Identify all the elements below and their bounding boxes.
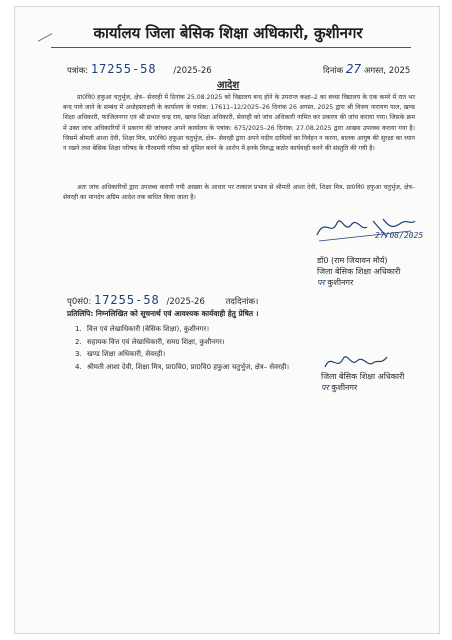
- letter-number-handwritten: 17255-58: [90, 62, 157, 76]
- signature-2-place: पर कुशीनगर: [321, 383, 358, 392]
- copy-reference: [67, 293, 258, 307]
- letter-date: [323, 62, 410, 76]
- order-heading: आदेश: [216, 80, 240, 91]
- letter-date-label: दिनांक: [323, 66, 344, 76]
- copy-reference-label: पृ0सं0:: [67, 297, 92, 307]
- copy-recipient-item: 3. खण्ड शिक्षा अधिकारी, सेवरही।: [75, 350, 166, 358]
- letter-number: [67, 62, 212, 76]
- signature-1-place-prefix: पर: [317, 278, 325, 287]
- copy-reference-suffix: /2025-26: [166, 297, 205, 307]
- copy-recipient-item: 4. श्रीमती आशा देवी, शिक्षा मित्र, प्रा0वि0, प्रा0वि0 हफुआ चतुर्भुज, क्षेत्र– सेवरही।: [75, 362, 290, 371]
- letter-date-handwritten: 27: [345, 62, 362, 76]
- copy-recipient-item: 1. वित्त एवं लेखाधिकारी (बेसिक शिक्षा), कुशीनगर।: [75, 325, 209, 333]
- order-paragraph-2: अतः जांच अधिकारियों द्वारा उपलब्ध करायी गयी आख्या के आधार पर तत्काल प्रभाव से श्रीमती आशा देवी, शिक्षा मित्र, प्रा0वि0 हफुआ चतुर्भुज, क्षेत्र– सेवरही का मानदेय अग्रिम आदेश तक बाधित किया जाता है।: [63, 184, 415, 202]
- order-paragraph-1: प्रा0वि0 हफुआ चतुर्भुज, क्षेत्र– सेवरही में दिनांक 25.08.2025 को विद्यालय बन्द होने के उपरान्त कक्षा–2 का बच्चा विद्यालय के एक कमरे में रात भर बन्द पाये जाने के सम्बंध में अधोहस्ताक्षरी के कार्यालय के पत्रांक: 17611–12/2025–26 दिनांक 26 अगस्त, 2025 द्वारा श्री विजय नारायण पाल, खण्ड शिक्षा अधिकारी, फाजिलनगर एवं श्री प्रभात चन्द्र राय, खण्ड शिक्षा अधिकारी, सेवरही को जांच अधिकारी नामित कर प्रकरण की जांच कराया गया। जिसके क्रम में उक्त जांच अधिकारियों ने प्रकरण की जांचकर अपने कार्यालय के पत्रांक: 675/2025–26 दिनांक: 27.08.2025 द्वारा आख्या उपलब्ध कराया गया है। जिसमें श्रीमती आशा देवी, शिक्षा मित्र, प्रा0वि0 हफुआ चतुर्भुज, क्षेत्र– सेवरही द्वारा अपने पदीय दायित्वों का निर्वहन न करना, बालक आयुष की सुरक्षा का ध्यान न रखने तथा बेसिक शिक्षा परिषद के गौरवमयी गरिमा को धूमिल करने के आरोप में इनके विरुद्ध कठोर कार्यवाही करने की संस्तुति की गयी है।: [63, 94, 415, 153]
- signature-1-place: पर कुशीनगर: [317, 278, 354, 287]
- signature-2-place-prefix: पर: [321, 383, 329, 392]
- signature-block-1: [317, 255, 437, 288]
- signature-1-date: 27/08/2025: [375, 231, 424, 240]
- copy-reference-handwritten: 17255-58: [93, 293, 160, 307]
- copy-intro: प्रतिलिपि: निम्नलिखित को सूचनार्थ एवं आवश्यक कार्यवाही हेतु प्रेषित ।: [67, 309, 259, 318]
- document-page: [14, 6, 440, 634]
- office-title: कार्यालय जिला बेसिक शिक्षा अधिकारी, कुशीनगर: [93, 24, 363, 42]
- signature-1-designation: जिला बेसिक शिक्षा अधिकारी: [317, 267, 401, 276]
- signature-1-name: डॉ0 (राम जियावन मौर्य): [317, 256, 388, 265]
- signature-2-designation: जिला बेसिक शिक्षा अधिकारी: [321, 372, 405, 381]
- copy-recipient-item: 2. सहायक वित्त एवं लेखाधिकारी, समग्र शिक्षा, कुशीनगर।: [75, 337, 225, 346]
- signature-scribble-1: [311, 207, 424, 247]
- copy-reference-date: तददिनांक।: [225, 297, 259, 307]
- signature-block-2: [321, 371, 441, 393]
- letter-date-suffix: अगस्त, 2025: [363, 66, 411, 76]
- title-underline: [51, 47, 411, 48]
- letter-number-label: पत्रांक:: [67, 66, 89, 76]
- letter-number-suffix: /2025-26: [173, 66, 212, 76]
